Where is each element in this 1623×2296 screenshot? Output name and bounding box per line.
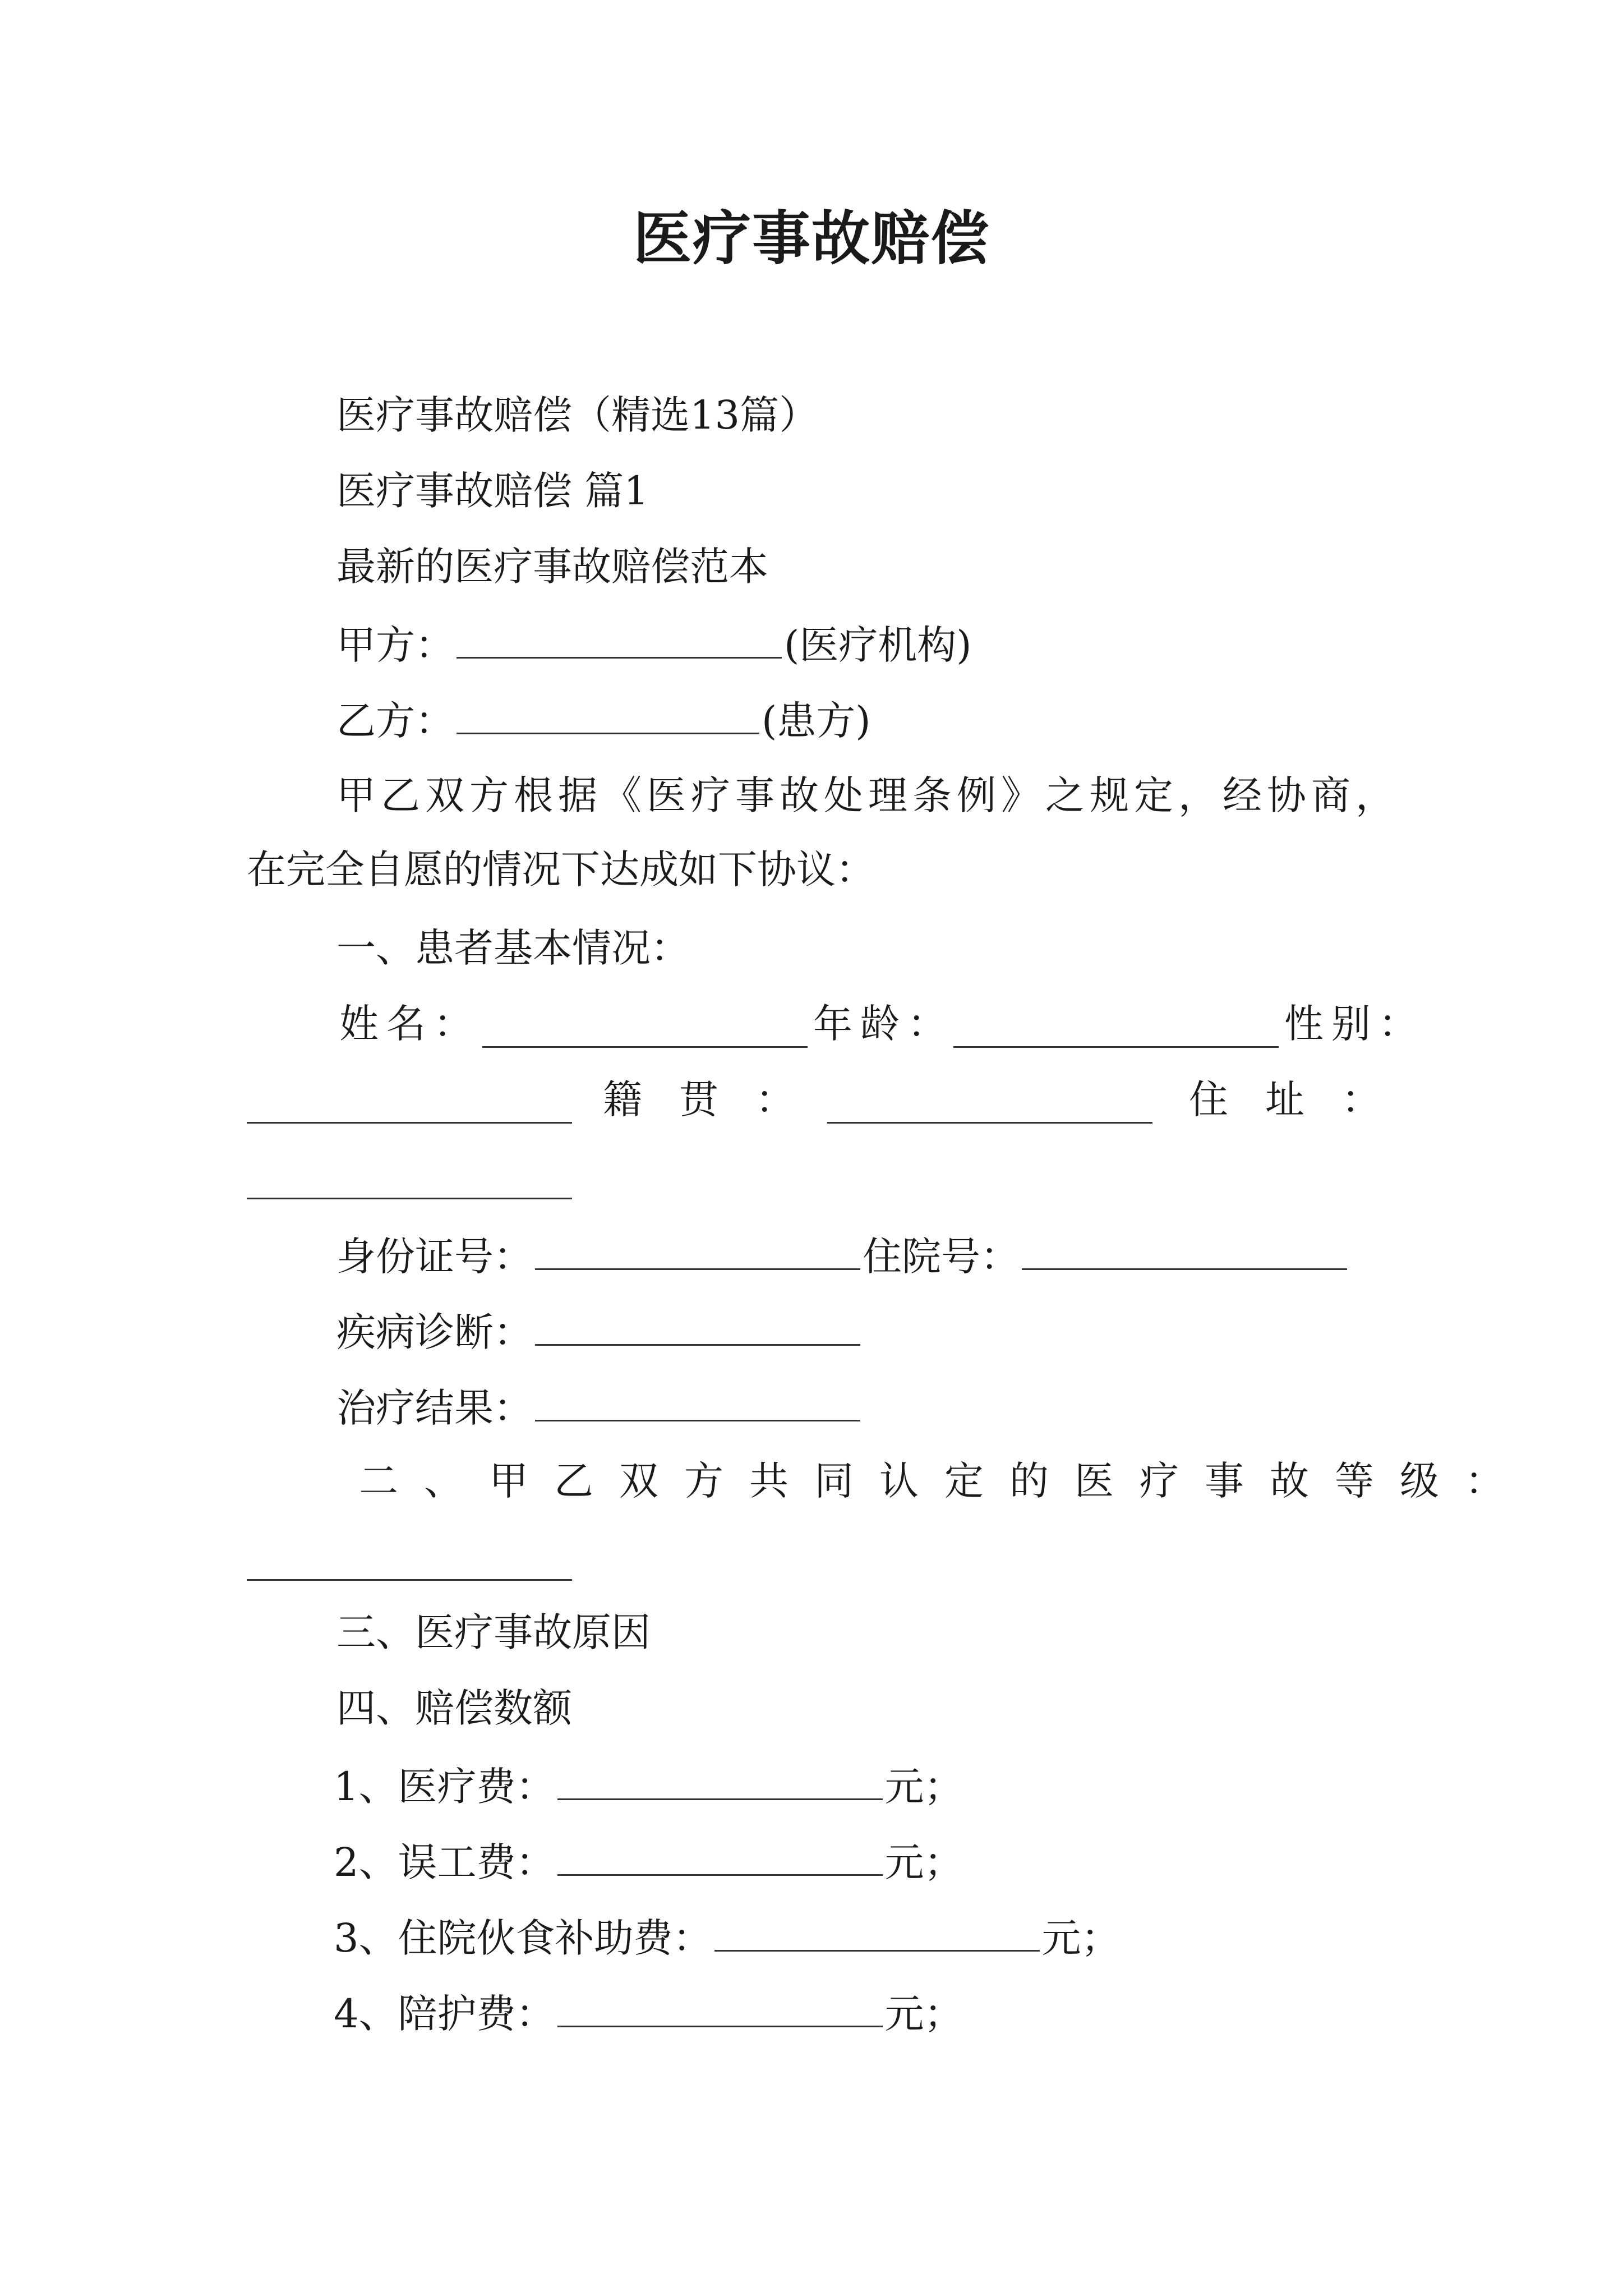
- intro-line-2: 在完全自愿的情况下达成如下协议：: [247, 846, 875, 892]
- native-place-label: 籍贯：: [603, 1076, 832, 1122]
- compensation-label: 3、住院伙食补助费：: [334, 1915, 712, 1961]
- compensation-blank[interactable]: [557, 1832, 883, 1876]
- subtitle: 医疗事故赔偿（精选13篇）: [336, 392, 819, 438]
- compensation-item: [334, 1907, 1121, 1966]
- address-blank[interactable]: [247, 1198, 572, 1199]
- diagnosis-blank[interactable]: [535, 1301, 860, 1346]
- section-2-title: 二、甲乙双方共同认定的医疗事故等级：: [359, 1458, 1530, 1504]
- template-name: 最新的医疗事故赔偿范本: [336, 544, 768, 590]
- admission-no-label: 住院号：: [863, 1234, 1020, 1280]
- party-a-blank[interactable]: [457, 614, 782, 659]
- party-a-line: [336, 614, 972, 673]
- compensation-unit: 元；: [884, 1839, 963, 1885]
- treatment-result-line: [336, 1377, 863, 1436]
- compensation-blank[interactable]: [557, 1756, 883, 1800]
- compensation-unit: 元；: [884, 1991, 963, 2037]
- compensation-unit: 元；: [1041, 1915, 1121, 1961]
- compensation-label: 4、陪护费：: [334, 1991, 555, 2037]
- id-number-line: [336, 1226, 1349, 1285]
- section-4-title: 四、赔偿数额: [336, 1685, 572, 1731]
- party-b-suffix: (患方): [762, 698, 871, 744]
- name-label: 姓名：: [339, 1001, 481, 1047]
- native-place-blank[interactable]: [827, 1122, 1152, 1124]
- document-title: 医疗事故赔偿: [633, 204, 990, 273]
- party-b-label: 乙方：: [336, 698, 454, 744]
- age-blank[interactable]: [953, 1046, 1279, 1048]
- compensation-item: [334, 1832, 963, 1890]
- diagnosis-label: 疾病诊断：: [336, 1309, 533, 1355]
- party-b-line: [336, 690, 871, 749]
- compensation-label: 1、医疗费：: [334, 1764, 555, 1810]
- id-number-blank[interactable]: [535, 1226, 860, 1270]
- compensation-item: [334, 1756, 963, 1815]
- address-label: 住址：: [1189, 1076, 1418, 1122]
- diagnosis-line: [336, 1301, 863, 1360]
- compensation-blank[interactable]: [714, 1907, 1040, 1952]
- gender-label: 性别：: [1284, 1001, 1426, 1047]
- intro-line-1: 甲乙双方根据《医疗事故处理条例》之规定，经协商，: [336, 772, 1400, 818]
- party-a-label: 甲方：: [336, 622, 454, 668]
- compensation-label: 2、误工费：: [334, 1839, 555, 1885]
- gender-blank[interactable]: [247, 1122, 572, 1124]
- name-blank[interactable]: [482, 1046, 808, 1048]
- age-label: 年龄：: [813, 1001, 955, 1047]
- compensation-unit: 元；: [884, 1764, 963, 1810]
- treatment-result-label: 治疗结果：: [336, 1385, 533, 1431]
- compensation-blank[interactable]: [557, 1983, 883, 2027]
- section-1-title: 一、患者基本情况：: [336, 925, 690, 971]
- party-a-suffix: (医疗机构): [784, 622, 972, 668]
- party-b-blank[interactable]: [457, 690, 759, 734]
- section-3-title: 三、医疗事故原因: [336, 1609, 651, 1655]
- accident-level-blank[interactable]: [247, 1579, 572, 1581]
- section-heading: 医疗事故赔偿 篇1: [336, 468, 649, 514]
- treatment-result-blank[interactable]: [535, 1377, 860, 1421]
- id-number-label: 身份证号：: [336, 1234, 533, 1280]
- admission-no-blank[interactable]: [1022, 1226, 1347, 1270]
- compensation-item: [334, 1983, 963, 2042]
